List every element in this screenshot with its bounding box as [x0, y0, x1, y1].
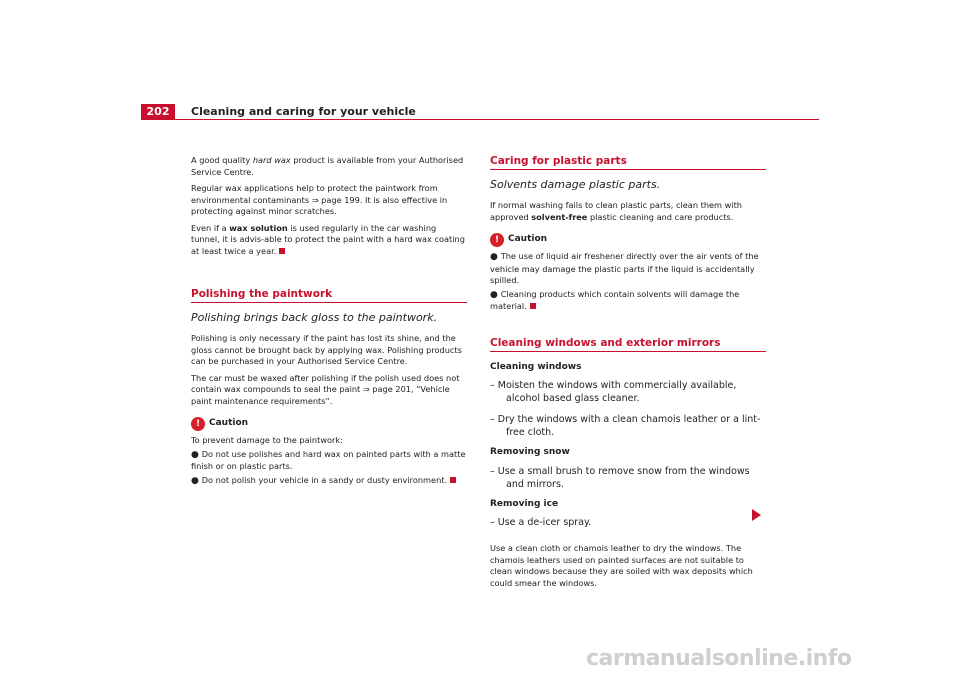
section-end-marker: [530, 303, 536, 309]
caution-icon: !: [490, 233, 504, 247]
section-title-plastic: Caring for plastic parts: [490, 155, 766, 170]
polishing-paragraph-1: Polishing is only necessary if the paint has lost its shine, and the gloss cannot be brought back by applying wax. Polishing products can be purchased in your Authorised Service Centre.: [191, 333, 462, 366]
section-subtitle-plastic: Solvents damage plastic parts.: [490, 178, 661, 191]
instruction-step: – Use a de-icer spray.: [490, 517, 592, 528]
instruction-step: – Use a small brush to remove snow from the windows and mirrors.: [490, 465, 750, 490]
instruction-step: – Moisten the windows with commercially available, alcohol based glass cleaner.: [490, 380, 737, 404]
caution-block-polishing: [191, 417, 467, 431]
caution-bullet: ● Cleaning products which contain solvents will damage the material.: [490, 288, 740, 311]
windows-note: Use a clean cloth or chamois leather to dry the windows. The chamois leathers used on painted surfaces are not suitable to clean windows because they are soiled with wax deposits which could smear the windows.: [490, 543, 753, 588]
subheading-removing-ice: Removing ice: [490, 498, 559, 509]
section-end-marker: [279, 248, 285, 254]
section-subtitle-polishing: Polishing brings back gloss to the paintwork.: [191, 311, 438, 324]
caution-label: Caution: [209, 418, 249, 429]
caution-intro: To prevent damage to the paintwork:: [191, 435, 343, 445]
caution-block-plastic: [490, 233, 766, 247]
caution-icon: !: [191, 417, 205, 431]
section-title-polishing: Polishing the paintwork: [191, 288, 467, 303]
page-number: 202: [141, 104, 175, 119]
intro-paragraph-1: A good quality hard wax product is available from your Authorised Service Centre.: [191, 155, 464, 177]
header-divider: [141, 119, 819, 120]
caution-bullet: ● Do not polish your vehicle in a sandy or dusty environment.: [191, 475, 467, 488]
continue-arrow-icon: [752, 509, 761, 521]
left-column: [191, 155, 467, 489]
section-end-marker: [450, 477, 456, 483]
bullet-icon: ●: [191, 475, 202, 486]
plastic-paragraph: If normal washing fails to clean plastic parts, clean them with approved solvent-free plastic cleaning and care products.: [490, 200, 742, 222]
intro-paragraph-2: Regular wax applications help to protect the paintwork from environmental contaminants ⇒ page 199. It is also effective in protecting against minor scratches.: [191, 183, 448, 216]
watermark: carmanualsonline.info: [586, 646, 852, 671]
caution-label: Caution: [508, 234, 548, 245]
section-title-windows: Cleaning windows and exterior mirrors: [490, 337, 766, 352]
polishing-paragraph-2: The car must be waxed after polishing if the polish used does not contain wax compounds to seal the paint ⇒ page 201, “Vehicle paint maintenance requirements”.: [191, 372, 460, 406]
caution-bullet: ● The use of liquid air freshener directly over the air vents of the vehicle may damage the plastic parts if the liquid is accidentally spilled.: [490, 251, 759, 285]
caution-bullet: ● Do not use polishes and hard wax on painted parts with a matte finish or on plastic parts.: [191, 448, 466, 471]
right-column: [490, 155, 766, 594]
intro-paragraph-3: Even if a wax solution is used regularly in the car washing tunnel, it is advis-able to protect the paint with a hard wax coating at least twice a year.: [191, 222, 465, 256]
running-header: Cleaning and caring for your vehicle: [191, 105, 416, 118]
bullet-icon: ●: [490, 289, 501, 300]
bullet-icon: ●: [191, 449, 202, 460]
subheading-removing-snow: Removing snow: [490, 447, 570, 457]
subheading-cleaning-windows: Cleaning windows: [490, 361, 582, 372]
bullet-icon: ●: [490, 252, 501, 262]
instruction-step: – Dry the windows with a clean chamois leather or a lint-free cloth.: [490, 414, 761, 438]
